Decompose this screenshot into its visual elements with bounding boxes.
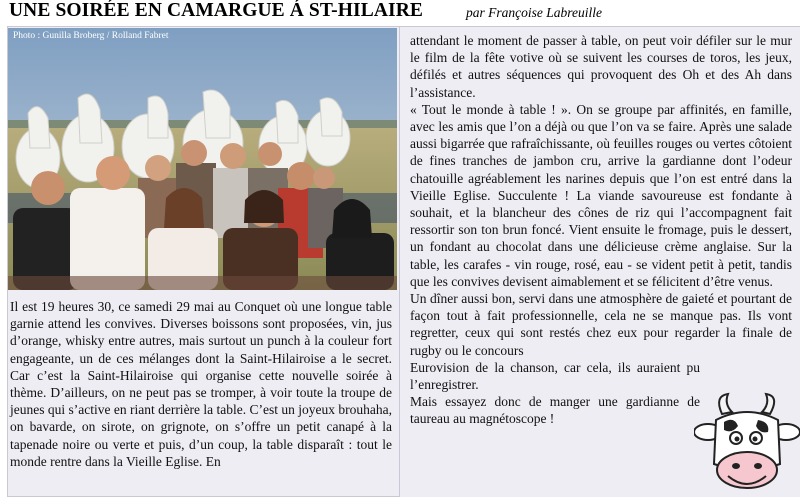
article-paragraph: Eurovision de la chanson, car cela, ils auraient pu l’enregistrer.	[410, 359, 700, 393]
group-photo	[8, 28, 397, 290]
photo-credit: Photo : Gunilla Broberg / Rolland Fabret	[13, 31, 169, 41]
author-byline: par Françoise Labreuille	[466, 5, 602, 20]
article-paragraph: « Tout le monde à table ! ». On se groupe par affinités, en famille, avec les amis que l’on a déjà ou que l’on va se faire. Après une salade aussi bigarrée que rafraîchissante, où feuilles rouges ou vertes côtoient de fines tranches de jambon cru, arrive la gardianne dont l’odeur chatouille agréablement les narines depuis que l’on est entré dans la Vieille Eglise. Succulente ! La viande savoureuse est fondante à souhait, et la blancheur des cônes de riz qui l’accompagnent fait ressortir son ton brun foncé. Vient ensuite le fromage, puis le dessert, un fondant au chocolat dans une délicieuse crème anglaise. Sur la table, les carafes - vin rouge, rosé, eau - se vident petit à petit, tandis que les convives devisent aimablement et se félicitent d’être venus.	[410, 101, 792, 289]
article-body-left	[10, 298, 392, 470]
cartoon-cow-icon	[694, 392, 800, 497]
article-body-right	[410, 32, 792, 428]
article-header	[0, 0, 800, 26]
article-paragraph: Mais essayez donc de manger une gardianne de taureau au magnétoscope !	[410, 394, 700, 427]
article-paragraph: Il est 19 heures 30, ce samedi 29 mai au Conquet où une longue table garnie attend les convives. Diverses boissons sont proposées, vin, jus d’orange, whisky entre autres, mais surtout un punch à la couleur fort engageante, un de ces mélanges dont la Saint-Hilairoise a le secret. Car c’est la Saint-Hilairoise qui organise cette nouvelle soirée à thème. D’ailleurs, on ne peut pas se tromper, à voir toute la troupe de jeunes qui s’active en riant derrière la table. C’est un joyeux brouhaha, on bavarde, on sirote, on grignote, on s’offre un petit canapé à la tapenade noire ou verte et puis, d’un coup, la table disparaît : tout le monde rentre dans la Vieille Eglise. En	[10, 299, 392, 469]
article-paragraph: attendant le moment de passer à table, on peut voir défiler sur le mur le film de la fête votive où se suivent les courses de toros, les jeux, défilés et autres séquences qui provoquent des Oh et des Ah dans l’assistance.	[410, 33, 792, 100]
group-photo-illustration	[8, 28, 397, 290]
article-paragraph: Un dîner aussi bon, servi dans une atmosphère de gaieté et pourtant de façon tout à fait professionnelle, cela ne se manque pas. Ils vont regretter, ceux qui sont restés chez eux pour regarder la finale de rugby ou le concours	[410, 291, 792, 358]
article-title: UNE SOIRÉE EN CAMARGUE Á ST-HILAIRE	[9, 0, 423, 21]
